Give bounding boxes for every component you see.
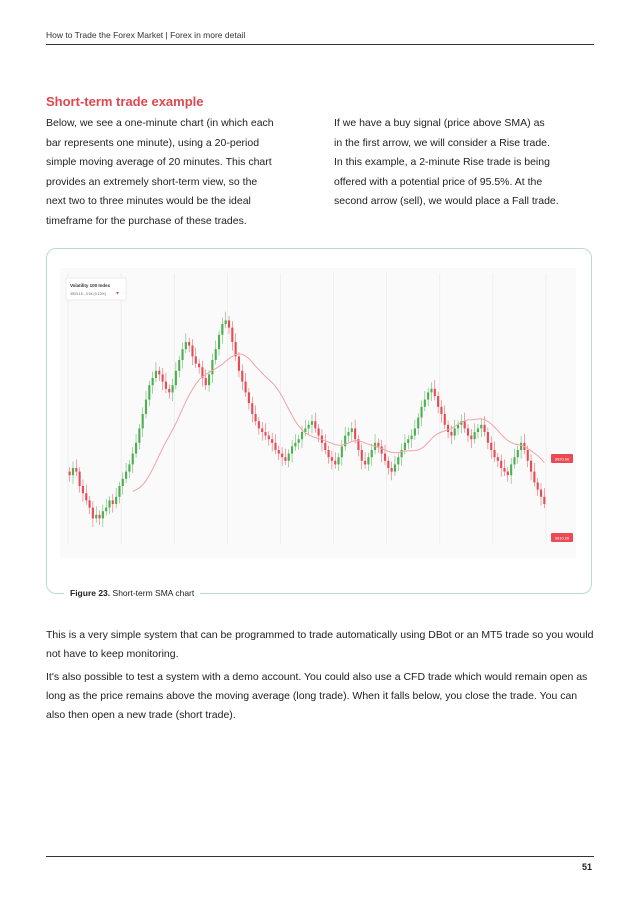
candle-body xyxy=(178,360,180,371)
document-header: How to Trade the Forex Market | Forex in more detail xyxy=(46,30,246,40)
figure-caption-text: Short-term SMA chart xyxy=(112,588,195,598)
candle-body xyxy=(434,389,436,396)
candle-body xyxy=(251,403,253,414)
candle-body xyxy=(254,414,256,421)
candle-body xyxy=(95,515,97,519)
candle-body xyxy=(188,342,190,346)
candle-body xyxy=(411,436,413,440)
candle-body xyxy=(128,464,130,471)
candle-body xyxy=(533,472,535,483)
left-line: simple moving average of 20 minutes. This chart xyxy=(46,156,272,168)
candle-body xyxy=(444,414,446,425)
candle-body xyxy=(228,320,230,327)
candle-body xyxy=(384,454,386,461)
candle-body xyxy=(172,385,174,392)
candle-body xyxy=(351,428,353,432)
candle-body xyxy=(198,364,200,368)
candle-body xyxy=(503,468,505,472)
candle-body xyxy=(334,461,336,465)
candle-body xyxy=(337,457,339,464)
candle-body xyxy=(75,468,77,472)
candle-body xyxy=(291,446,293,453)
candle-body xyxy=(520,443,522,450)
figure-label: Figure 23. xyxy=(70,588,111,598)
candle-body xyxy=(294,443,296,447)
candle-body xyxy=(105,508,107,512)
candle-body xyxy=(181,349,183,360)
candle-body xyxy=(484,425,486,432)
candle-body xyxy=(112,500,114,504)
candle-body xyxy=(211,360,213,374)
candle-body xyxy=(72,468,74,475)
candle-body xyxy=(298,439,300,443)
candle-body xyxy=(364,461,366,465)
candle-body xyxy=(264,432,266,436)
chart-legend xyxy=(66,278,126,300)
right-line: If we have a buy signal (price above SMA) as xyxy=(334,117,545,129)
candle-body xyxy=(341,446,343,457)
chart-container xyxy=(60,268,576,558)
candle-body xyxy=(288,454,290,461)
candle-body xyxy=(102,511,104,518)
candle-body xyxy=(82,486,84,493)
candle-body xyxy=(79,472,81,486)
candle-body xyxy=(331,457,333,461)
candle-body xyxy=(162,374,164,381)
candle-body xyxy=(387,461,389,468)
candle-body xyxy=(391,468,393,472)
right-line: In this example, a 2-minute Rise trade is being xyxy=(334,156,550,168)
candle-body xyxy=(215,349,217,360)
candle-body xyxy=(98,515,100,519)
right-line: second arrow (sell), we would place a Fall trade. xyxy=(334,195,559,207)
header-divider xyxy=(46,44,594,45)
right-column xyxy=(334,114,594,212)
candle-body xyxy=(284,457,286,461)
candle-body xyxy=(155,371,157,378)
candle-body xyxy=(490,443,492,450)
candle-body xyxy=(225,320,227,324)
candle-body xyxy=(497,457,499,461)
section-title: Short-term trade example xyxy=(46,94,204,109)
candle-body xyxy=(185,342,187,349)
candle-body xyxy=(168,389,170,393)
candle-body xyxy=(347,432,349,436)
candle-body xyxy=(470,436,472,440)
candle-body xyxy=(208,374,210,385)
candle-body xyxy=(467,428,469,435)
candle-body xyxy=(464,421,466,428)
candle-body xyxy=(543,497,545,504)
candle-body xyxy=(371,450,373,457)
candle-body xyxy=(135,443,137,454)
candle-body xyxy=(527,450,529,461)
price-tag-1 xyxy=(551,454,573,463)
candle-body xyxy=(394,464,396,471)
page-number: 51 xyxy=(581,862,592,872)
figure-caption xyxy=(64,588,200,598)
legend-box xyxy=(66,278,126,300)
candle-body xyxy=(248,392,250,403)
candle-body xyxy=(430,389,432,393)
candle-body xyxy=(328,450,330,457)
candle-body xyxy=(540,490,542,497)
candle-body xyxy=(125,472,127,479)
left-paragraph xyxy=(46,114,306,231)
candle-body xyxy=(301,432,303,439)
candle-body xyxy=(89,500,91,507)
price-tag-2 xyxy=(551,533,573,542)
candle-body xyxy=(132,454,134,465)
candle-body xyxy=(241,371,243,382)
candle-body xyxy=(407,439,409,443)
candle-body xyxy=(318,428,320,435)
candle-body xyxy=(377,443,379,447)
candle-body xyxy=(450,432,452,436)
grid-lines xyxy=(68,273,546,544)
candle-body xyxy=(311,421,313,425)
candle-body xyxy=(231,328,233,342)
candle-body xyxy=(122,479,124,486)
candle-body xyxy=(85,493,87,500)
legend-subtitle: 3903.15 - 3.94 (0.10%) xyxy=(70,292,106,296)
candle-body xyxy=(115,497,117,504)
candle-body xyxy=(404,443,406,450)
candle-body xyxy=(245,382,247,393)
footer-divider xyxy=(46,856,594,857)
candle-body xyxy=(397,457,399,464)
candle-body xyxy=(158,371,160,375)
candle-body xyxy=(148,385,150,399)
candle-body xyxy=(238,356,240,370)
candle-body xyxy=(354,428,356,439)
candle-body xyxy=(218,335,220,349)
candle-body xyxy=(324,443,326,450)
left-line: timeframe for the purchase of these trades. xyxy=(46,214,247,227)
candle-body xyxy=(367,457,369,464)
candle-body xyxy=(69,472,71,476)
candle-body xyxy=(145,400,147,414)
candle-body xyxy=(487,432,489,443)
candle-body xyxy=(474,432,476,439)
candle-body xyxy=(261,428,263,432)
candle-body xyxy=(271,439,273,443)
candle-body xyxy=(142,414,144,428)
right-paragraph xyxy=(334,114,594,212)
candle-body xyxy=(480,425,482,429)
candle-body xyxy=(517,450,519,457)
candle-body xyxy=(414,428,416,435)
candle-body xyxy=(205,378,207,385)
candle-body xyxy=(221,324,223,335)
candlestick-chart xyxy=(60,268,576,558)
candle-body xyxy=(92,508,94,519)
candle-body xyxy=(447,425,449,432)
candle-body xyxy=(258,421,260,428)
candle-body xyxy=(493,450,495,457)
candle-body xyxy=(195,356,197,363)
left-line: bar represents one minute), using a 20-period xyxy=(46,136,260,149)
candle-body xyxy=(417,418,419,429)
candle-body xyxy=(165,382,167,389)
candle-body xyxy=(440,407,442,414)
candle-body xyxy=(268,436,270,440)
candle-body xyxy=(424,400,426,407)
candle-body xyxy=(477,428,479,432)
body-paragraph-2: It's also possible to test a system with a demo account. You could also use a CFD trade which would remain open as long as the price remains above the moving average (long trade). When it falls below, you close the trade. You can also then open a new trade (short trade). xyxy=(46,671,588,721)
candle-body xyxy=(152,378,154,385)
candle-body xyxy=(500,461,502,468)
candle-body xyxy=(281,454,283,458)
candle-body xyxy=(361,450,363,461)
candle-body xyxy=(274,443,276,450)
candle-body xyxy=(537,482,539,489)
candle-body xyxy=(427,392,429,399)
candle-body xyxy=(381,446,383,453)
candle-body xyxy=(510,464,512,475)
candle-body xyxy=(191,346,193,357)
candle-body xyxy=(278,450,280,454)
price-tag-1-text: 3920.00 xyxy=(554,456,570,462)
body-paragraph-1: This is a very simple system that can be programmed to trade automatically using DBot or an MT5 trade so you would not have to keep monitoring. xyxy=(46,629,594,660)
left-line: provides an extremely short-term view, so the xyxy=(46,175,258,188)
candle-body xyxy=(437,396,439,407)
candle-body xyxy=(507,472,509,476)
candle-body xyxy=(420,407,422,418)
candle-body xyxy=(108,500,110,507)
left-column xyxy=(46,114,306,231)
left-line: next two to three minutes would be the ideal xyxy=(46,195,251,207)
candle-body xyxy=(118,486,120,497)
candle-body xyxy=(308,425,310,429)
left-line: Below, we see a one-minute chart (in which each xyxy=(46,117,274,129)
candle-body xyxy=(513,457,515,464)
price-tag-2-text: 3910.20 xyxy=(554,535,570,541)
legend-title: Volatility 100 Index xyxy=(70,283,111,288)
candle-body xyxy=(175,371,177,385)
right-line: offered with a potential price of 95.5%. At the xyxy=(334,175,543,188)
candle-body xyxy=(314,421,316,428)
candle-body xyxy=(454,428,456,435)
right-line: in the first arrow, we will consider a Rise trade. xyxy=(334,136,550,149)
candle-body xyxy=(138,428,140,442)
candle-body xyxy=(530,461,532,472)
candle-body xyxy=(401,450,403,457)
